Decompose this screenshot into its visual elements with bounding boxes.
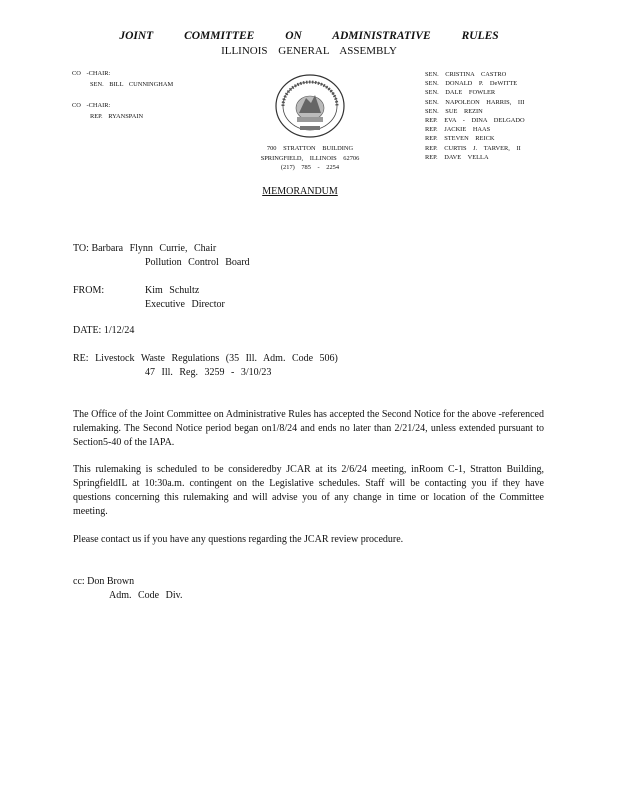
schedule-paragraph: This rulemaking is scheduled to be consideredby JCAR at its 2/6/24 meeting, inRoom C-1, Stratton Building, SpringfieldIL at 10:30a.m. contingent on the Legislative schedules. Staff will be contacting you if they have questions concerning this rulemaking and will advise you of any change in time or location of the Committee meeting. bbox=[73, 464, 544, 517]
committee-title: JOINT COMMITTEE ON ADMINISTRATIVE RULES bbox=[119, 30, 499, 42]
from-label: FROM: bbox=[73, 285, 105, 296]
date-value: 1/12/24 bbox=[103, 325, 135, 336]
re-register: 47 Ill. Reg. 3259 - 3/10/23 bbox=[145, 367, 272, 378]
committee-members-list bbox=[425, 70, 525, 162]
member-item: REP. EVA - DINA DELGADO bbox=[425, 117, 525, 125]
member-item: SEN. DALE FOWLER bbox=[425, 89, 496, 97]
to-label: TO: bbox=[73, 243, 89, 254]
co-chair-name: REP. RYANSPAIN bbox=[90, 113, 144, 120]
re-label: RE: bbox=[73, 353, 89, 364]
date-label: DATE: bbox=[73, 325, 102, 336]
memo-heading bbox=[0, 186, 618, 197]
address-phone: (217) 785 - 2254 bbox=[280, 164, 340, 171]
date-line bbox=[73, 324, 134, 338]
cc-name: Don Brown bbox=[87, 576, 135, 587]
address-block bbox=[200, 144, 420, 173]
member-item: SEN. SUE REZIN bbox=[425, 107, 483, 115]
member-item: REP. STEVEN REICK bbox=[425, 135, 495, 143]
member-item: REP. JACKIE HAAS bbox=[425, 126, 491, 134]
member-item: SEN. NAPOLEON HARRIS, III bbox=[425, 98, 525, 106]
member-item: SEN. CRISTINA CASTRO bbox=[425, 71, 507, 78]
member-item: REP. CURTIS J. TARVER, II bbox=[425, 144, 521, 152]
co-chair-name: SEN. BILL CUNNINGHAM bbox=[90, 81, 174, 88]
cc-line bbox=[73, 575, 134, 589]
re-line bbox=[73, 352, 338, 366]
to-org: Pollution Control Board bbox=[145, 257, 250, 268]
from-title: Executive Director bbox=[145, 299, 225, 310]
notice-paragraph: The Office of the Joint Committee on Administrative Rules has accepted the Second Notice for the above -referenced rulemaking. The Second Notice period began on1/8/24 and ends no later than 2/21/24, unless extended pursuant to Section5-40 of the IAPA. bbox=[73, 409, 544, 448]
cc-dept: Adm. Code Div. bbox=[109, 590, 183, 601]
cc-label: cc: bbox=[73, 576, 85, 587]
memo-heading-text: MEMORANDUM bbox=[262, 186, 338, 197]
state-seal-icon bbox=[273, 73, 347, 139]
co-chair-label: CO -CHAIR: bbox=[72, 102, 111, 109]
from-name: Kim Schultz bbox=[145, 285, 200, 296]
address-street: 700 STRATTON BUILDING bbox=[266, 145, 354, 152]
to-name: Barbara Flynn Currie, Chair bbox=[91, 243, 217, 254]
assembly-subtitle: ILLINOIS GENERAL ASSEMBLY bbox=[221, 45, 397, 57]
co-chair-label: CO -CHAIR: bbox=[72, 70, 111, 77]
contact-paragraph: Please contact us if you have any questions regarding the JCAR review procedure. bbox=[73, 534, 404, 545]
member-item: REP. DAVE VELLA bbox=[425, 153, 489, 161]
member-item: SEN. DONALD P. DeWITTE bbox=[425, 80, 518, 88]
re-subject: Livestock Waste Regulations (35 Ill. Adm. Code 506) bbox=[95, 353, 338, 364]
address-city: SPRINGFIELD, ILLINOIS 62706 bbox=[260, 154, 360, 162]
to-line bbox=[73, 242, 216, 256]
